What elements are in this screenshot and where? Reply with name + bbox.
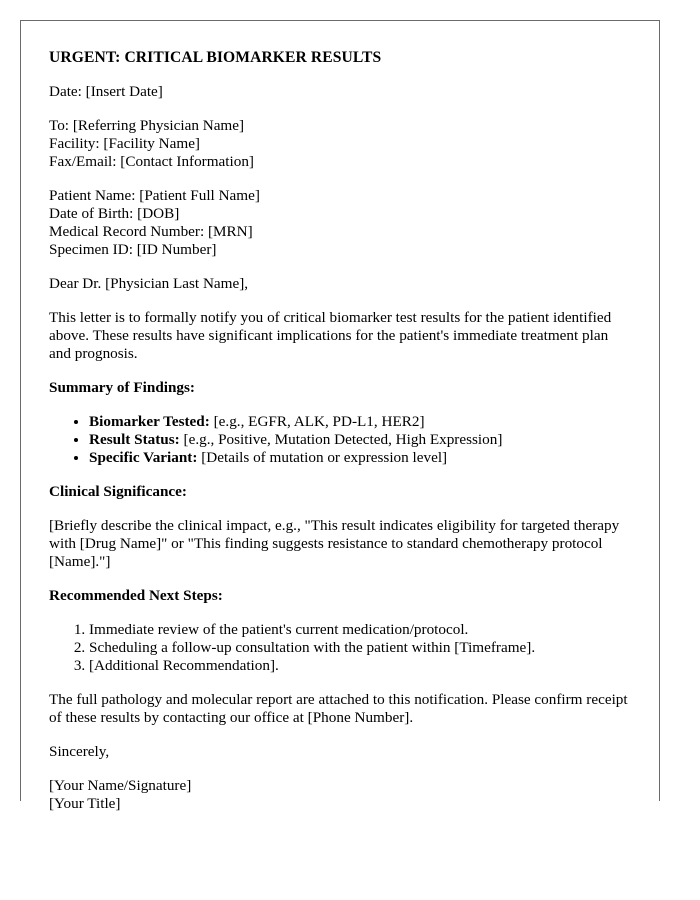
recipient-facility: Facility: [Facility Name]	[49, 135, 200, 152]
next-steps-list	[49, 621, 631, 675]
patient-mrn: Medical Record Number: [MRN]	[49, 223, 253, 240]
signoff: Sincerely,	[49, 743, 110, 760]
sender-title: [Your Title]	[49, 795, 121, 812]
closing-paragraph: The full pathology and molecular report are attached to this notification. Please confirm receipt of these results by contacting our office at [Phone Number].	[49, 691, 628, 726]
patient-name: Patient Name: [Patient Full Name]	[49, 187, 260, 204]
recipient-to: To: [Referring Physician Name]	[49, 117, 245, 134]
patient-specimen: Specimen ID: [ID Number]	[49, 241, 217, 258]
recipient-block	[49, 117, 631, 171]
letter-date: Date: [Insert Date]	[49, 83, 163, 100]
signature-name: [Your Name/Signature]	[49, 777, 192, 794]
finding-label: Biomarker Tested:	[89, 413, 210, 430]
finding-label: Result Status:	[89, 431, 180, 448]
finding-value: [e.g., Positive, Mutation Detected, High Expression]	[179, 431, 503, 448]
letter-content	[21, 21, 659, 813]
patient-block	[49, 187, 631, 259]
finding-label: Specific Variant:	[89, 449, 198, 466]
finding-value: [e.g., EGFR, ALK, PD-L1, HER2]	[209, 413, 425, 430]
letter-page	[20, 20, 660, 812]
finding-value: [Details of mutation or expression level]	[197, 449, 448, 466]
finding-item	[89, 431, 631, 449]
summary-heading: Summary of Findings:	[49, 379, 195, 396]
patient-dob: Date of Birth: [DOB]	[49, 205, 180, 222]
intro-paragraph: This letter is to formally notify you of critical biomarker test results for the patient identified above. These results have significant implications for the patient's immediate treatment plan and prognosis.	[49, 309, 612, 362]
signature-block	[49, 777, 631, 813]
significance-paragraph: [Briefly describe the clinical impact, e.g., "This result indicates eligibility for targeted therapy with [Drug Name]" or "This finding suggests resistance to standard chemotherapy protocol [Name]."]	[49, 517, 620, 570]
finding-item	[89, 449, 631, 467]
finding-item	[89, 413, 631, 431]
findings-list	[49, 413, 631, 467]
salutation: Dear Dr. [Physician Last Name],	[49, 275, 249, 292]
letter-title: URGENT: CRITICAL BIOMARKER RESULTS	[49, 49, 382, 66]
next-step-item: 3. [Additional Recommendation].	[89, 657, 631, 675]
recipient-contact: Fax/Email: [Contact Information]	[49, 153, 254, 170]
next-step-item: 2. Scheduling a follow-up consultation with the patient within [Timeframe].	[89, 639, 631, 657]
next-steps-heading: Recommended Next Steps:	[49, 587, 223, 604]
significance-heading: Clinical Significance:	[49, 483, 187, 500]
next-step-item: 1. Immediate review of the patient's current medication/protocol.	[89, 621, 631, 639]
